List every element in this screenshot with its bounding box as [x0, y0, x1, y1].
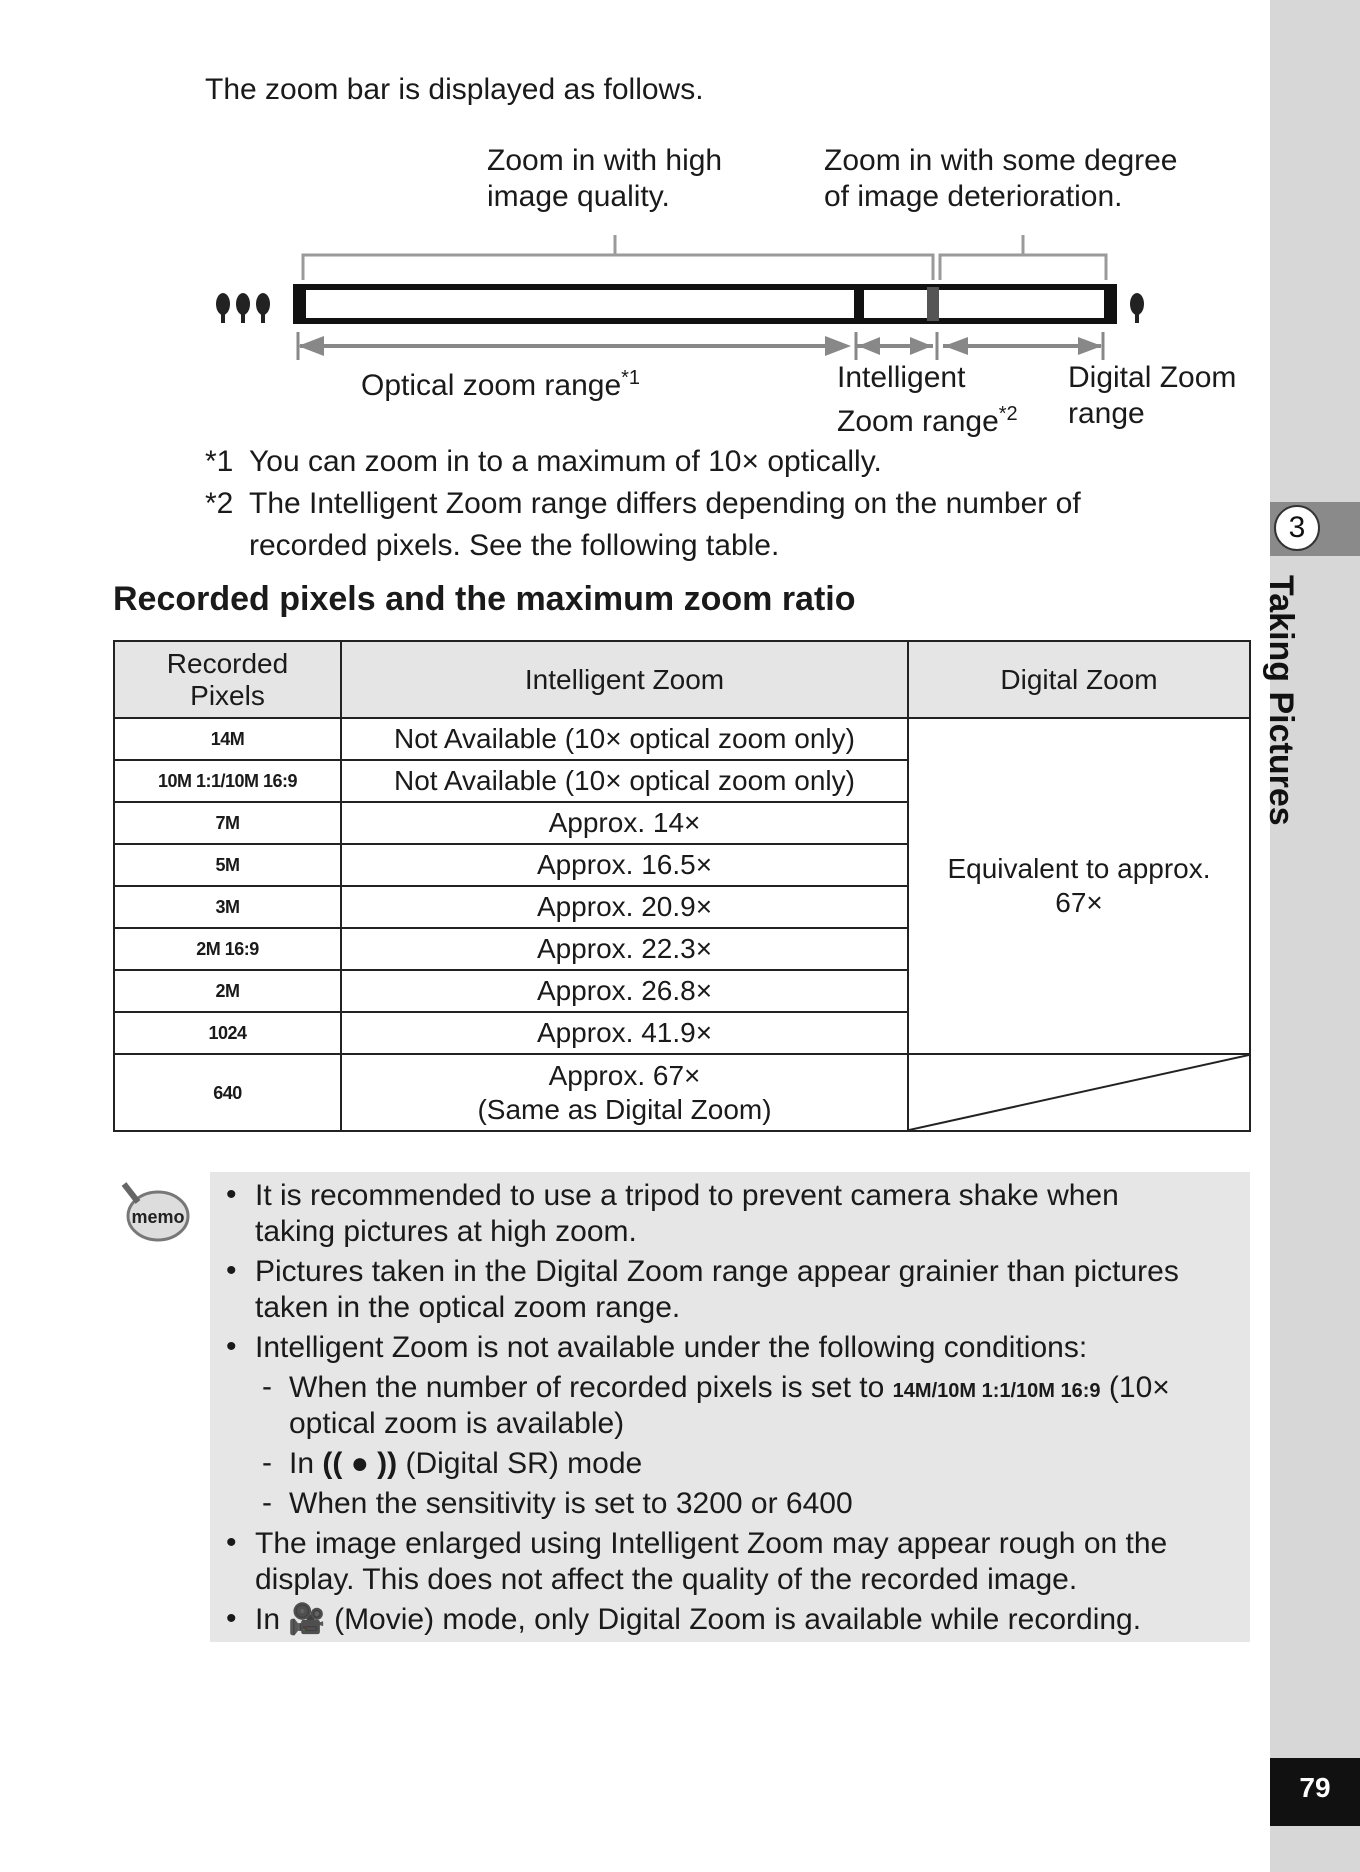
zoom-value: Approx. 41.9×: [341, 1012, 908, 1054]
optical-limit-marker: [854, 287, 864, 321]
zoom-value: Not Available (10× optical zoom only): [341, 718, 908, 760]
pixel-icon-7m: 7M: [114, 802, 341, 844]
svg-text:memo: memo: [131, 1207, 185, 1227]
header-recorded-pixels: Recorded Pixels: [114, 641, 341, 718]
high-quality-bracket: [303, 235, 933, 280]
memo-bullet-5: In 🎥 (Movie) mode, only Digital Zoom is available while recording.: [255, 1603, 1142, 1636]
pixel-icon-14m: 14M: [114, 718, 341, 760]
bullet-marker: •: [226, 1526, 237, 1559]
range-arrows: [298, 332, 1103, 360]
memo-dash-3: When the sensitivity is set to 3200 or 6400: [289, 1487, 853, 1520]
chapter-title: Taking Pictures: [1262, 575, 1300, 826]
dash-marker: -: [262, 1486, 272, 1519]
bullet-marker: •: [226, 1254, 237, 1287]
zoom-value: Approx. 67× (Same as Digital Zoom): [341, 1054, 908, 1131]
footnote-2-line-2: recorded pixels. See the following table.: [249, 529, 780, 562]
chapter-number: 3: [1274, 505, 1320, 551]
header-intelligent-zoom: Intelligent Zoom: [341, 641, 908, 718]
header-digital-zoom: Digital Zoom: [908, 641, 1250, 718]
dash-marker: -: [262, 1446, 272, 1479]
pixel-icon-10m: 10M 1:1/10M 16:9: [114, 760, 341, 802]
intro-text: The zoom bar is displayed as follows.: [205, 73, 704, 106]
pixel-icon-3m: 3M: [114, 886, 341, 928]
memo-bullet-2-line-2: taken in the optical zoom range.: [255, 1291, 681, 1324]
pixel-icon-2m: 2M: [114, 970, 341, 1012]
zoom-value: Approx. 16.5×: [341, 844, 908, 886]
label-high-quality-1: Zoom in with high: [487, 144, 723, 177]
optical-zoom-label: Optical zoom range$^{*1}$: [361, 367, 641, 402]
intelligent-limit-marker: [927, 287, 939, 321]
memo-bullet-1-line-2: taking pictures at high zoom.: [255, 1215, 637, 1248]
bullet-marker: •: [226, 1178, 237, 1211]
label-deterioration-2: of image deterioration.: [824, 180, 1123, 213]
zoom-bar: [296, 287, 1114, 321]
telephoto-icon: [1130, 293, 1144, 323]
pixel-icon-640: 640: [114, 1054, 341, 1131]
memo-dash-1: When the number of recorded pixels is set to 14M/10M 1:1/10M 16:9 (10×: [289, 1371, 1170, 1404]
digital-zoom-value: Equivalent to approx. 67×: [908, 718, 1250, 1054]
label-deterioration-1: Zoom in with some degree: [824, 144, 1178, 177]
memo-bullet-3: Intelligent Zoom is not available under the following conditions:: [255, 1331, 1088, 1364]
memo-bullet-4-line-2: display. This does not affect the quality of the recorded image.: [255, 1563, 1078, 1596]
side-strip: [1270, 0, 1360, 1872]
zoom-value: Not Available (10× optical zoom only): [341, 760, 908, 802]
diagonal-slash: [909, 1055, 1249, 1130]
pixel-icon-1024: 1024: [114, 1012, 341, 1054]
intelligent-zoom-label-1: Intelligent: [837, 361, 966, 394]
digital-sr-icon: (( ● )): [322, 1447, 398, 1480]
zoom-value: Approx. 22.3×: [341, 928, 908, 970]
label-high-quality-2: image quality.: [487, 180, 670, 213]
digital-zoom-label-2: range: [1068, 397, 1145, 430]
zoom-value: Approx. 26.8×: [341, 970, 908, 1012]
wide-angle-icon: [216, 293, 270, 323]
memo-icon: [118, 1182, 190, 1244]
intelligent-zoom-label-2: Zoom range$^{*2}$: [837, 403, 1018, 438]
bullet-marker: •: [226, 1602, 237, 1635]
bar-left-end: [296, 287, 306, 321]
deterioration-bracket: [940, 235, 1106, 280]
zoom-value: Approx. 20.9×: [341, 886, 908, 928]
bullet-marker: •: [226, 1330, 237, 1363]
zoom-ratio-table: [113, 640, 1251, 1132]
table-row: [114, 1054, 1250, 1131]
bar-right-end: [1104, 287, 1114, 321]
page-number: 79: [1299, 1772, 1331, 1803]
movie-icon: 🎥: [288, 1603, 326, 1636]
section-title: Recorded pixels and the maximum zoom ratio: [113, 580, 856, 618]
memo-bullet-1-line-1: It is recommended to use a tripod to prevent camera shake when: [255, 1179, 1119, 1212]
digital-zoom-na-cell: [908, 1054, 1250, 1131]
zoom-bar-diagram: [200, 235, 1160, 370]
footnote-1-mark: *1: [205, 445, 234, 478]
dash-marker: -: [262, 1370, 272, 1403]
pixel-icon-2m-169: 2M 16:9: [114, 928, 341, 970]
memo-dash-1-line-2: optical zoom is available): [289, 1407, 625, 1440]
memo-bullet-4-line-1: The image enlarged using Intelligent Zoom may appear rough on the: [255, 1527, 1168, 1560]
memo-bullet-2-line-1: Pictures taken in the Digital Zoom range appear grainier than pictures: [255, 1255, 1179, 1288]
table-row: [114, 718, 1250, 760]
pixel-icon-group: 14M/10M 1:1/10M 16:9: [892, 1380, 1101, 1402]
table-header-row: [114, 641, 1250, 718]
pixel-icon-5m: 5M: [114, 844, 341, 886]
digital-zoom-label-1: Digital Zoom: [1068, 361, 1237, 394]
memo-dash-2: In (( ● )) (Digital SR) mode: [289, 1447, 643, 1480]
footnote-2-mark: *2: [205, 487, 234, 520]
zoom-value: Approx. 14×: [341, 802, 908, 844]
footnote-1: You can zoom in to a maximum of 10× optically.: [249, 445, 882, 478]
footnote-2-line-1: The Intelligent Zoom range differs depending on the number of: [249, 487, 1081, 520]
